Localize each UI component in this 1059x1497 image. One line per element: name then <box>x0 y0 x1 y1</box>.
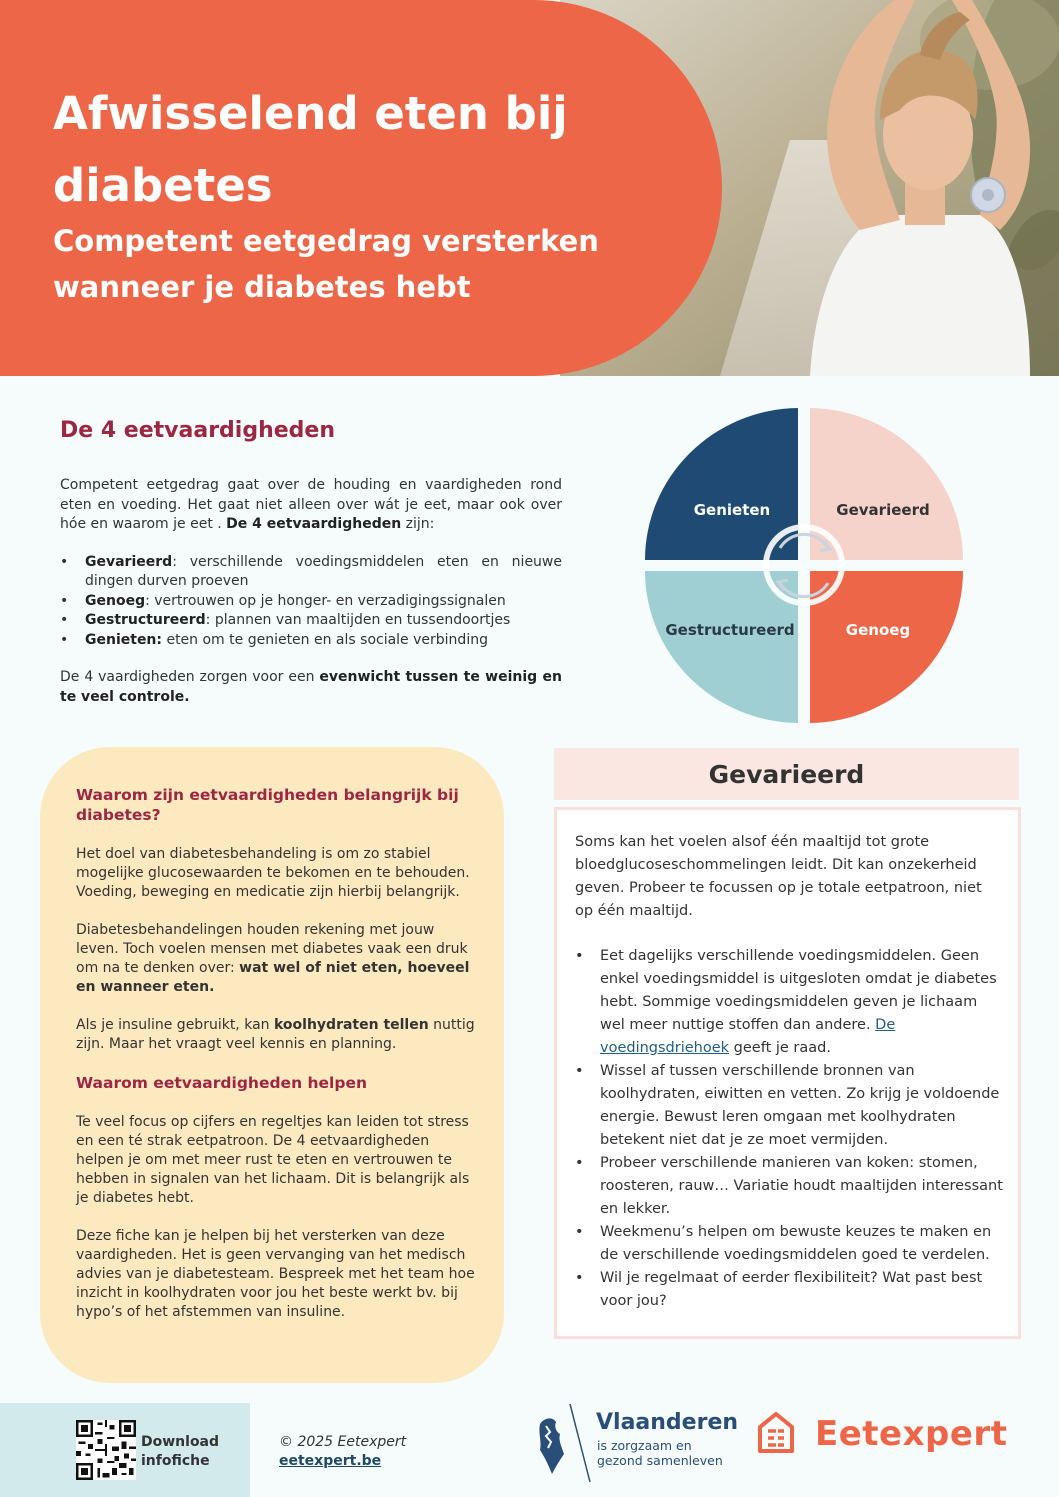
page-title: Afwisselend eten bij diabetes <box>53 87 568 212</box>
why-paragraph-3: Als je insuline gebruikt, kan koolhydraten tellen nuttig zijn. Maar het vraagt veel kennis en planning. <box>76 1017 475 1052</box>
eetexpert-house-icon <box>756 1411 796 1453</box>
gevarieerd-header <box>554 748 1019 800</box>
skills-outro: De 4 vaardigheden zorgen voor een evenwicht tussen te weinig en te veel controle. <box>60 669 562 705</box>
why-heading-2: Waarom eetvaardigheden helpen <box>76 1074 367 1092</box>
why-info-box <box>40 747 504 1383</box>
list-item: • Genoeg: vertrouwen op je honger- en verzadigingssignalen <box>60 592 562 612</box>
why-paragraph-5: Deze fiche kan je helpen bij het versterken van deze vaardigheden. Het is geen vervanging van het medisch advies van je diabetesteam. Bespreek met het team hoe inzicht in koolhydraten voor jou het beste werkt bv. bij hypo’s of het afstemmen van insuline. <box>76 1228 475 1320</box>
wheel-label-genieten: Genieten <box>693 501 771 519</box>
gevarieerd-title: Gevarieerd <box>708 759 865 789</box>
eetexpert-name: Eetexpert <box>815 1414 1008 1454</box>
gevarieerd-box <box>554 807 1021 1339</box>
list-item: • Gevarieerd: verschillende voedingsmiddelen eten en nieuwe dingen durven proeven <box>60 553 562 592</box>
hero-banner <box>0 0 1059 376</box>
gevarieerd-intro: Soms kan het voelen alsof één maaltijd tot grote bloedglucoseschommelingen leidt. Dit kan onzekerheid geven. Probeer te focussen op je totale eetpatroon, niet op één maaltijd. <box>575 834 982 919</box>
list-item: • Genieten: eten om te genieten en als sociale verbinding <box>60 631 562 651</box>
gevarieerd-list <box>575 945 1003 1313</box>
wheel-label-gevarieerd: Gevarieerd <box>836 501 930 519</box>
download-infofiche-label[interactable]: Download infofiche <box>141 1434 220 1469</box>
copyright: © 2025 Eetexpert <box>279 1434 407 1450</box>
vlaanderen-name: Vlaanderen <box>596 1410 739 1435</box>
skills-text <box>60 476 562 707</box>
list-item: • Wissel af tussen verschillende bronnen van koolhydraten, eiwitten en vetten. Zo krijg je voldoende energie. Bewust leren omgaan met koolhydraten betekent niet dat je ze moet vermijden. <box>575 1060 1003 1152</box>
why-paragraph-4: Te veel focus op cijfers en regeltjes kan leiden tot stress en een té strak eetpatroon. De 4 eetvaardigheden helpen je om met meer rust te eten en vertrouwen te hebben in signalen van het lichaam. Dit is belangrijk als je diabetes hebt. <box>76 1114 470 1206</box>
why-content <box>76 785 476 1322</box>
list-item: • Gestructureerd: plannen van maaltijden en tussendoortjes <box>60 611 562 631</box>
list-item: • Weekmenu’s helpen om bewuste keuzes te maken en de verschillende voedingsmiddelen goed te verdelen. <box>575 1221 1003 1267</box>
gevarieerd-content <box>575 831 1003 1313</box>
skills-heading: De 4 eetvaardigheden <box>60 418 335 443</box>
list-item: • Eet dagelijks verschillende voedingsmiddelen. Geen enkel voedingsmiddel is uitgesloten omdat je diabetes hebt. Sommige voedingsmiddelen geven je lichaam wel meer nuttige stoffen dan andere. De voedingsdriehoek geeft je raad. <box>575 945 1003 1060</box>
qr-code-icon[interactable] <box>76 1420 136 1480</box>
list-item: • Probeer verschillende manieren van koken: stomen, roosteren, rauw… Variatie houdt maaltijden interessant en lekker. <box>575 1152 1003 1221</box>
eetvaardigheden-wheel <box>640 403 970 725</box>
why-paragraph-2: Diabetesbehandelingen houden rekening met jouw leven. Toch voelen mensen met diabetes vaak een druk om na te denken over: wat wel of niet eten, hoeveel en wanneer eten. <box>76 922 470 995</box>
wheel-label-genoeg: Genoeg <box>845 621 911 639</box>
skills-list <box>60 553 562 651</box>
why-paragraph-1: Het doel van diabetesbehandeling is om zo stabiel mogelijke glucosewaarden te bekomen en te behouden. Voeding, beweging en medicatie zijn hierbij belangrijk. <box>76 846 470 900</box>
list-item: • Wil je regelmaat of eerder flexibiliteit? Wat past best voor jou? <box>575 1267 1003 1313</box>
why-heading-1: Waarom zijn eetvaardigheden belangrijk bij diabetes? <box>76 786 459 824</box>
page-subtitle: Competent eetgedrag versterken wanneer je diabetes hebt <box>53 224 599 304</box>
wheel-label-gestructureerd: Gestructureerd <box>665 621 795 639</box>
voedingsdriehoek-link[interactable]: De voedingsdriehoek <box>600 1017 896 1056</box>
website-link[interactable]: eetexpert.be <box>279 1453 382 1469</box>
cycle-icon <box>766 527 842 603</box>
skills-intro: Competent eetgedrag gaat over de houding en vaardigheden rond eten en voeding. Het gaat niet alleen over wát je eet, maar ook over hóe en waarom je eet . De 4 eetvaardigheden zijn: <box>60 477 562 532</box>
vlaanderen-tagline: is zorgzaam en gezond samenleven <box>597 1438 723 1468</box>
